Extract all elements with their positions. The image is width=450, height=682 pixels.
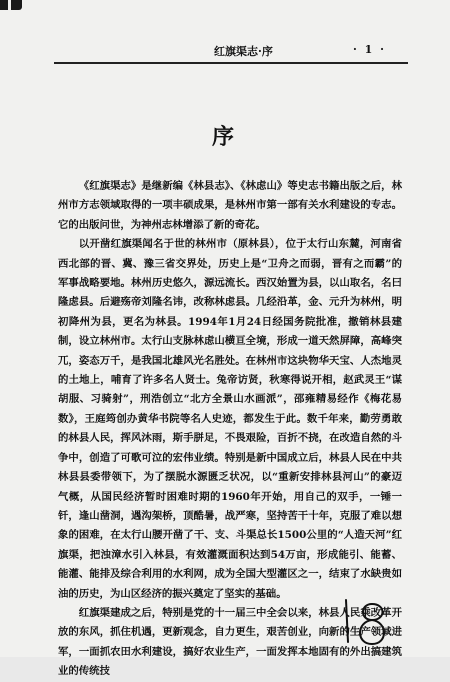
paragraph: 《红旗渠志》是继新编《林县志》、《林虑山》等史志书籍出版之后，林州市方志领域取得的一项丰硕成果，是林州市第一部有关水利建设的专志。它的出版问世，为神州志林增添了新的奇花。: [58, 180, 402, 231]
section-title: 序: [211, 124, 238, 150]
paragraph: 红旗渠建成之后，特别是党的十一届三中全会以来，林县人民乘改革开放的东风，抓住机遇，更新观念，自力更生，艰苦创业，向新的生产领域进军，一面抓农田水利建设，搞好农业生产，一面发挥本地固有的外出搞建筑业的传统技: [58, 606, 402, 678]
paragraph: 以开凿红旗渠闻名于世的林州市（原林县），位于太行山东麓，河南省西北部的晋、冀、豫三省交界处，历史上是“卫舟之而弱，晋有之而霸”的军事战略要地。林州历史悠久，源远流长。西汉始置为县，以山取名，名曰隆虑县。后避殇帝刘隆名讳，改称林虑县。几经沿革，金、元升为林州，明初降州为县，更名为林县。1994年1月24日经国务院批准，撤销林县建制，设立林州市。太行山支脉林虑山横亘全境，形成一道天然屏障，高峰突兀，姿态万千，是我国北雄风光名胜处。在林州市这块物华天宝、人杰地灵的土地上，哺育了许多名人贤士。兔帝访贤，秋寒得说开相，赵武灵王“谋胡服、习骑射”，刑浩创立“北方全景山水画派”，邵雍精易经作《梅花易数》，王庭筠创办黄华书院等名人史迹，都发生于此。数千年来，勤劳勇敢的林县人民，挥风沐雨，斯手胼足，不畏艰险，百折不挠，在改造自然的斗争中，创造了可歌可泣的宏伟业绩。特别是新中国成立后，林县人民在中共林县县委带领下，为了摆脱水源匮乏状况，以“重新安排林县河山”的豪迈气概，从国民经济暂时困难时期的1960年开始，用自己的双手，一锤一钎，逢山凿洞，遇沟架桥，顶酷暑，战严寒，坚持苦干十年，克服了难以想象的困难，在太行山腰开凿了干、支、斗渠总长1500公里的“人造天河”红旗渠，把浊漳水引入林县，有效灌溉面积达到54万亩，形成能引、能蓄、能灌、能排及综合利用的水利网，成为全国大型灌区之一，结束了水缺贵如油的历史，为山区经济的振兴奠定了坚实的基础。: [58, 238, 402, 600]
handwritten-18: [338, 590, 398, 650]
running-header: [64, 43, 398, 61]
binding-mark: [0, 0, 22, 10]
page-number: · 1 ·: [353, 43, 386, 56]
header-rule: [54, 62, 408, 64]
header-title: 红旗渠志·序: [214, 45, 273, 58]
